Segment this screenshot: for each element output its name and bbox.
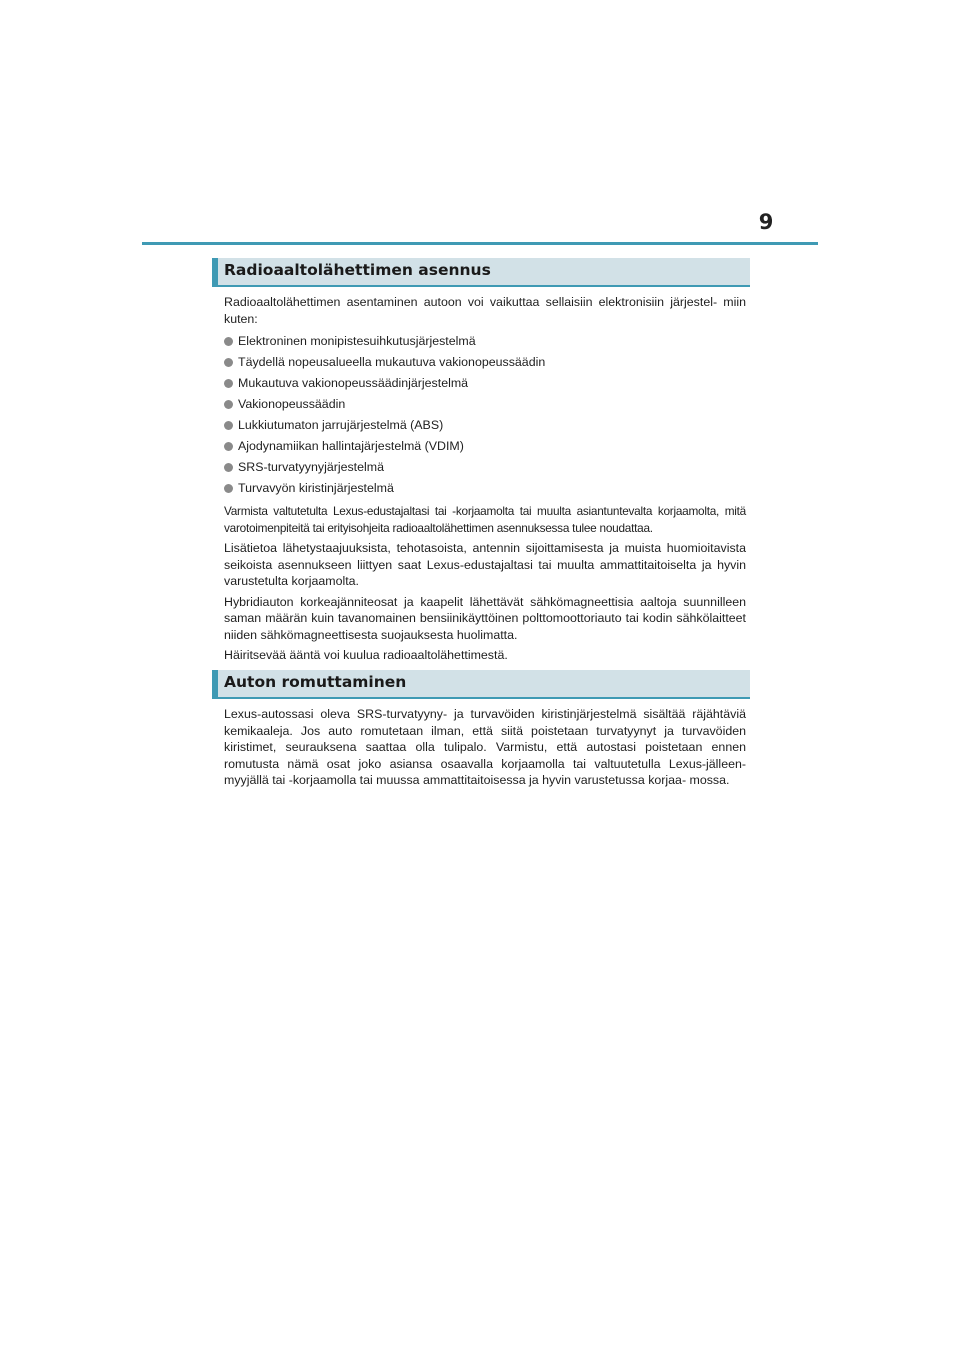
section-body-car-scrapping: [224, 706, 746, 789]
header-rule: [142, 242, 818, 245]
bullet-icon: [224, 484, 233, 493]
section-header-radio-transmitter: [212, 258, 750, 287]
body-paragraph: Varmista valtutetulta Lexus-edustajaltasi tai -korjaamolta tai muulta asiantuntevalta korjaamolta, mitä varotoimenpiteitä tai erityisohjeita radioaaltolähettimen asennuksessa tulee noudattaa.: [224, 504, 746, 535]
body-paragraph: Lexus-autossasi oleva SRS-turvatyyny- ja turvavöiden kiristinjärjestelmä sisältää räjähtäviä kemikaaleja. Jos auto romutetaan ilman, että siitä poistetaan turvatyynyt ja turvavöiden kiristimet, seurauksena saattaa olla tulipalo. Varmistu, että autostasi poistetaan ennen romutusta nämä osat joko asiansa osaavalla korjaamolla tai valtuutetulla Lexus-jälleen- myyjällä tai -korjaamolla tai muussa ammattitaitoisessa ja hyvin varustetussa korjaa- mossa.: [224, 707, 746, 787]
list-item-text: Vakionopeussäädin: [238, 397, 346, 412]
page-number: 9: [758, 210, 774, 234]
list-item-text: Ajodynamiikan hallintajärjestelmä (VDIM): [238, 439, 464, 454]
section-title: Radioaaltolähettimen asennus: [224, 261, 491, 279]
bullet-icon: [224, 337, 233, 346]
list-item: [224, 478, 746, 499]
body-paragraph: Lisätietoa lähetystaajuuksista, tehotasoista, antennin sijoittamisesta ja muista huomioitavista seikoista asennukseen liittyen saat Lexus-edustajaltasi tai muulta ammattitaitoiselta ja hyvin varustetulta korjaamolta.: [224, 541, 746, 588]
list-item-text: Täydellä nopeusalueella mukautuva vakionopeussäädin: [238, 355, 546, 370]
bullet-icon: [224, 442, 233, 451]
list-item: [224, 352, 746, 373]
body-paragraph: Häiritsevää ääntä voi kuulua radioaaltolähettimestä.: [224, 648, 508, 662]
bullet-icon: [224, 421, 233, 430]
list-item-text: Mukautuva vakionopeussäädinjärjestelmä: [238, 376, 469, 391]
list-item: [224, 457, 746, 478]
list-item: [224, 436, 746, 457]
bullet-icon: [224, 463, 233, 472]
list-item-text: Lukkiutumaton jarrujärjestelmä (ABS): [238, 418, 444, 433]
system-list: [224, 331, 746, 499]
section-title: Auton romuttaminen: [224, 673, 407, 691]
list-item-text: Elektroninen monipistesuihkutusjärjestelmä: [238, 334, 476, 349]
list-item: [224, 415, 746, 436]
bullet-icon: [224, 358, 233, 367]
bullet-icon: [224, 400, 233, 409]
list-item: [224, 331, 746, 352]
bullet-icon: [224, 379, 233, 388]
body-paragraph: Hybridiauton korkeajänniteosat ja kaapelit lähettävät sähkömagneettisia aaltoja suunnilleen saman määrän kuin tavanomainen bensiinikäyttöinen polttomoottoriauto tai kodin sähkölaitteet niiden sähkömagneettisesta suojauksesta huolimatta.: [224, 594, 746, 642]
intro-paragraph: Radioaaltolähettimen asentaminen autoon voi vaikuttaa sellaisiin elektronisiin järjestel- miin kuten:: [224, 295, 746, 326]
list-item: [224, 394, 746, 415]
section-header-car-scrapping: [212, 670, 750, 699]
list-item-text: SRS-turvatyynyjärjestelmä: [238, 460, 384, 475]
section-body-radio-transmitter: [224, 294, 746, 664]
list-item: [224, 373, 746, 394]
list-item-text: Turvavyön kiristinjärjestelmä: [238, 481, 394, 496]
